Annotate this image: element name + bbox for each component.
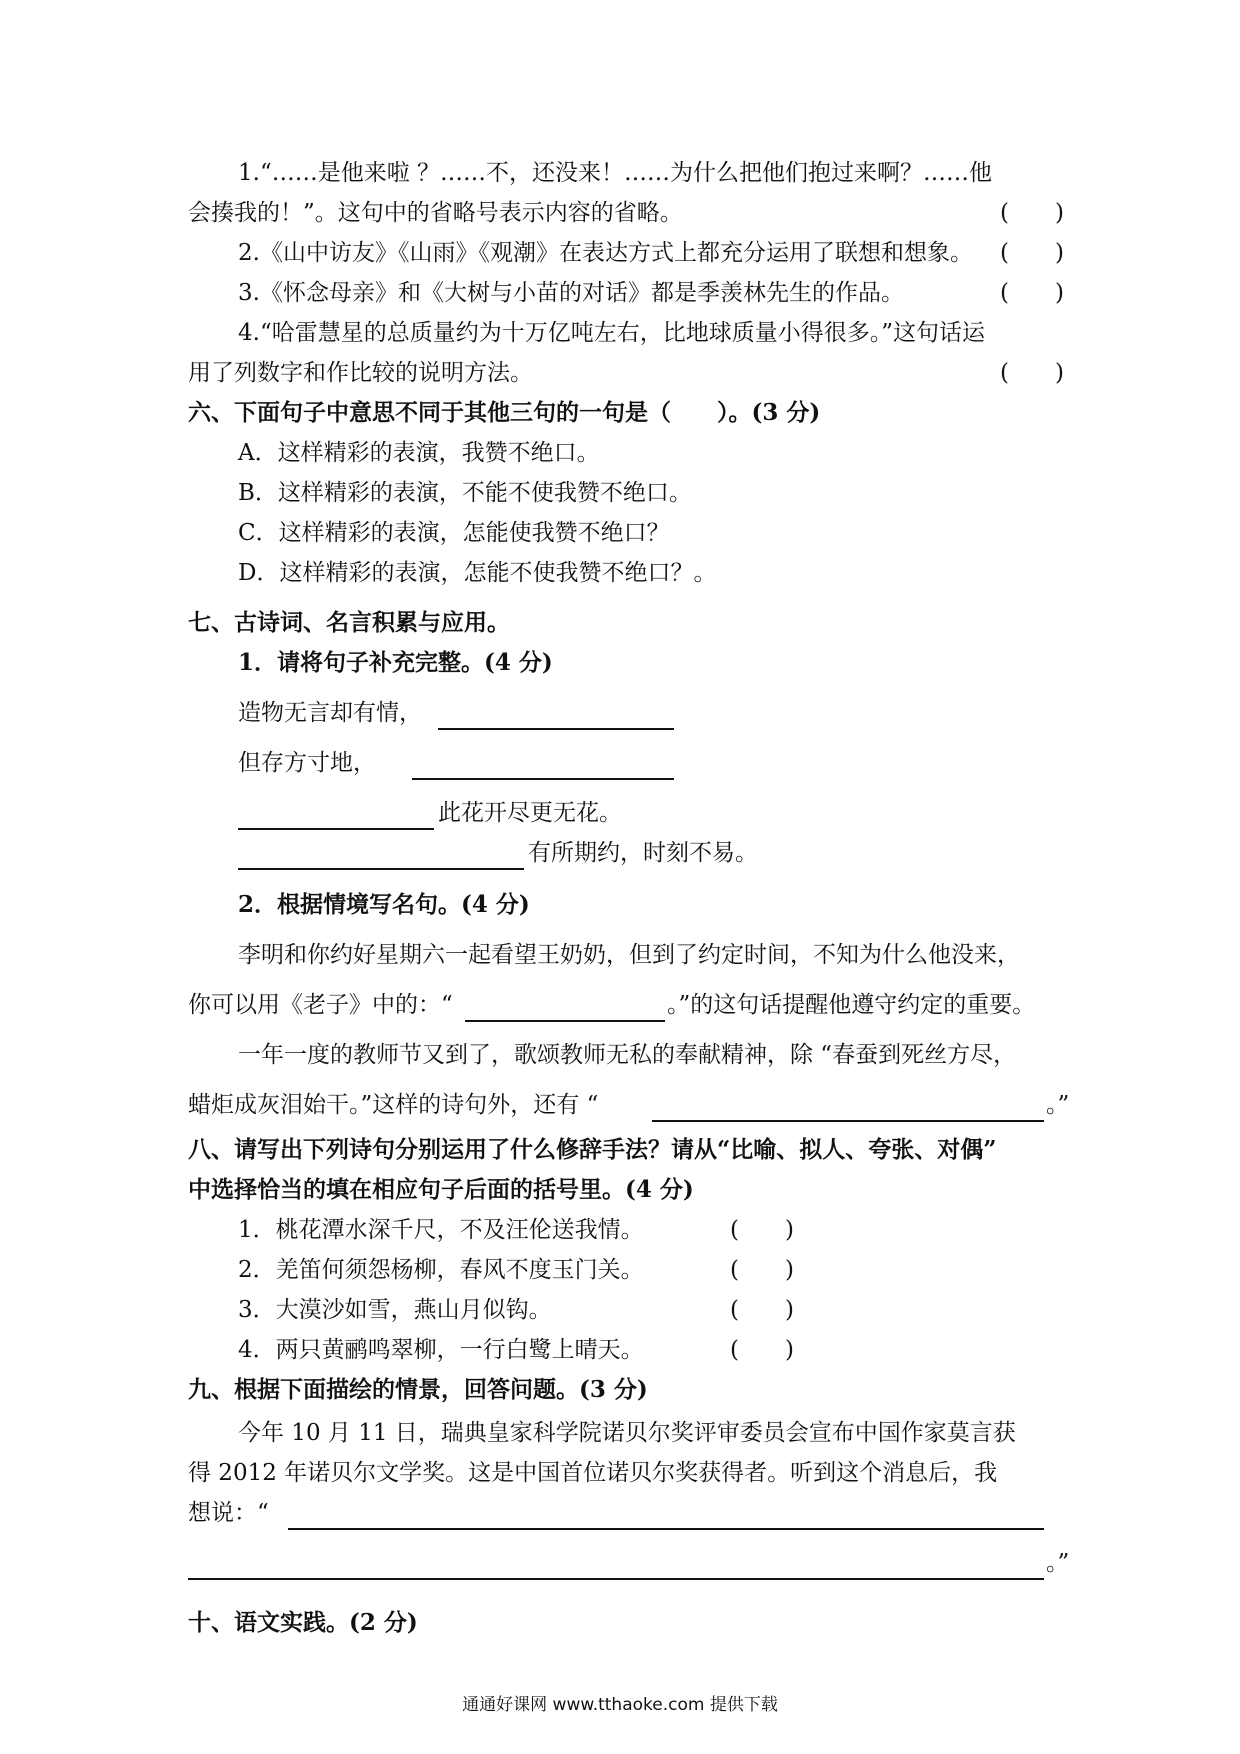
- q6-title: 六、下面句子中意思不同于其他三句的一句是（ ）。(3 分): [188, 399, 821, 426]
- q7-para2-line2b: 。”: [1046, 1092, 1070, 1118]
- q7-title: 七、古诗词、名言积累与应用。: [188, 609, 510, 636]
- q6-option-a[interactable]: A．这样精彩的表演，我赞不绝口。: [238, 440, 600, 466]
- q7-line2: 但存方寸地，: [238, 750, 376, 776]
- q5-item3: 3.《怀念母亲》和《大树与小苗的对话》都是季羡林先生的作品。: [238, 280, 904, 306]
- q7-para2-line1: 一年一度的教师节又到了，歌颂教师无私的奉献精神，除 “春蚕到死丝方尽，: [238, 1042, 1017, 1068]
- q8-item4-answer[interactable]: ( ): [730, 1337, 794, 1363]
- q8-item3: 3．大漠沙如雪，燕山月似钩。: [238, 1297, 552, 1323]
- q8-item4: 4．两只黄鹂鸣翠柳，一行白鹭上晴天。: [238, 1337, 644, 1363]
- q8-title-line1: 八、请写出下列诗句分别运用了什么修辞手法？请从“比喻、拟人、夸张、对偶”: [188, 1136, 997, 1163]
- q9-end: 。”: [1046, 1550, 1070, 1576]
- q9-line2: 得 2012 年诺贝尔文学奖。这是中国首位诺贝尔奖获得者。听到这个消息后，我: [188, 1460, 998, 1486]
- q8-item1: 1．桃花潭水深千尺，不及汪伦送我情。: [238, 1217, 644, 1243]
- q7-blank1[interactable]: [438, 728, 674, 730]
- q7-para1-line2a: 你可以用《老子》中的：“: [188, 992, 453, 1018]
- q7-line3: 此花开尽更无花。: [438, 800, 622, 826]
- q10-title: 十、语文实践。(2 分): [188, 1609, 418, 1636]
- q6-option-b[interactable]: B．这样精彩的表演，不能不使我赞不绝口。: [238, 480, 692, 506]
- q8-item1-answer[interactable]: ( ): [730, 1217, 794, 1243]
- q8-item3-answer[interactable]: ( ): [730, 1297, 794, 1323]
- q9-line1: 今年 10 月 11 日，瑞典皇家科学院诺贝尔奖评审委员会宣布中国作家莫言获: [238, 1420, 1016, 1446]
- q7-blank3[interactable]: [238, 828, 434, 830]
- page-footer: 通通好课网 www.tthaoke.com 提供下载: [462, 1695, 778, 1715]
- q9-title: 九、根据下面描绘的情景，回答问题。(3 分): [188, 1376, 648, 1403]
- q8-item2-answer[interactable]: ( ): [730, 1257, 794, 1283]
- q7-line4: 有所期约，时刻不易。: [528, 840, 758, 866]
- q9-line3: 想说：“: [188, 1500, 269, 1526]
- q7-para2-blank[interactable]: [652, 1120, 1044, 1122]
- q5-item2-answer[interactable]: ( ): [1000, 240, 1064, 266]
- q7-para1-line1: 李明和你约好星期六一起看望王奶奶，但到了约定时间，不知为什么他没来，: [238, 942, 1020, 968]
- q5-item1-line1: 1.“……是他来啦 ？……不，还没来！……为什么把他们抱过来啊？……他: [238, 160, 993, 186]
- q7-para2-line2a: 蜡炬成灰泪始干。”这样的诗句外，还有 “: [188, 1092, 599, 1118]
- q7-para1-blank[interactable]: [465, 1020, 665, 1022]
- q7-blank4[interactable]: [238, 868, 524, 870]
- q5-item4-line2: 用了列数字和作比较的说明方法。: [188, 360, 533, 386]
- q8-title-line2: 中选择恰当的填在相应句子后面的括号里。(4 分): [188, 1176, 694, 1203]
- q7-sub1-title: 1．请将句子补充完整。(4 分): [238, 649, 553, 676]
- q7-blank2[interactable]: [412, 778, 674, 780]
- q6-option-d[interactable]: D．这样精彩的表演，怎能不使我赞不绝口？。: [238, 560, 717, 586]
- q5-item3-answer[interactable]: ( ): [1000, 280, 1064, 306]
- q5-item2: 2.《山中访友》《山雨》《观潮》在表达方式上都充分运用了联想和想象。: [238, 240, 973, 266]
- q7-line1: 造物无言却有情，: [238, 700, 422, 726]
- q8-item2: 2．羌笛何须怨杨柳，春风不度玉门关。: [238, 1257, 644, 1283]
- q9-answer-line1[interactable]: [288, 1528, 1044, 1530]
- q5-item1-line2: 会揍我的！”。这句中的省略号表示内容的省略。: [188, 200, 683, 226]
- q5-item1-answer[interactable]: ( ): [1000, 200, 1064, 226]
- q5-item4-line1: 4.“哈雷慧星的总质量约为十万亿吨左右，比地球质量小得很多。”这句话运: [238, 320, 985, 346]
- q7-para1-line2b: 。”的这句话提醒他遵守约定的重要。: [667, 992, 1036, 1018]
- q6-option-c[interactable]: C．这样精彩的表演，怎能使我赞不绝口？: [238, 520, 670, 546]
- q7-sub2-title: 2．根据情境写名句。(4 分): [238, 891, 530, 918]
- q9-answer-line2[interactable]: [188, 1578, 1044, 1580]
- q5-item4-answer[interactable]: ( ): [1000, 360, 1064, 386]
